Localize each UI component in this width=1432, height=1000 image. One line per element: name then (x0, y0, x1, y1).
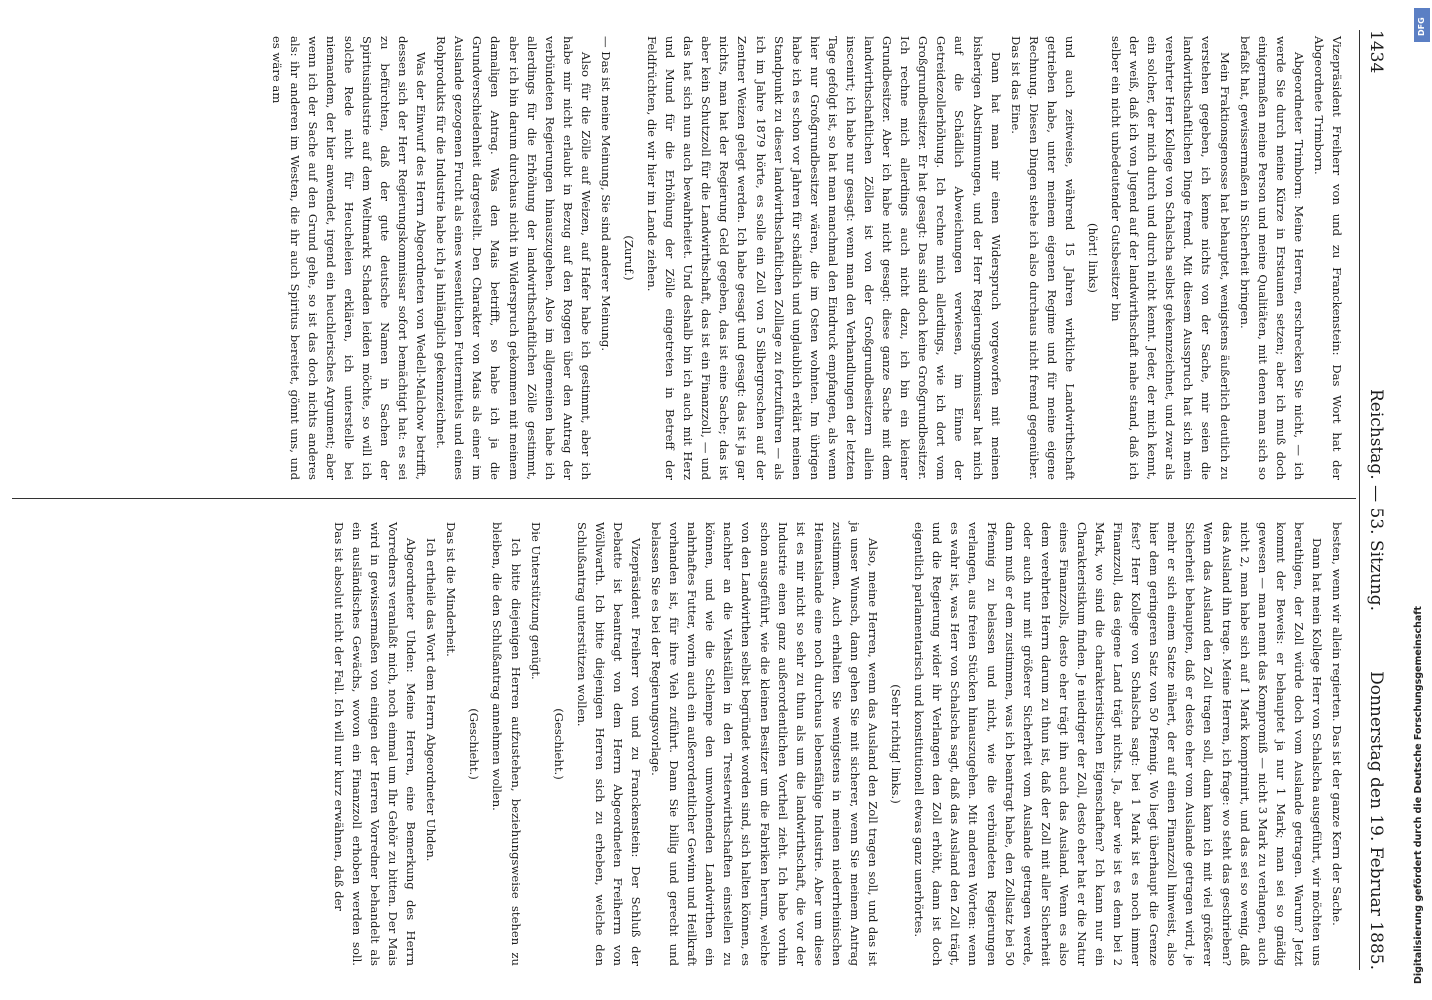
paragraph: Also, meine Herren, wenn das Ausland den Zoll tragen soll, und das ist ja unser Wunsch, dann gehen Sie mit sicherer, wenn Sie meinem Antrag zustimmen. Auch erhalten Sie wenigstens in meinen niederrheinischen Heimatslande eine noch durchaus lebensfähige Industrie. Aber um diese ist es mir nicht so sehr zu thun als um die landwirthschaft, die vor der Industrie einen ganz außerordentlichen Vortheil zieht. Ich habe vorhin schon ausgeführt, wie die kleinen Besitzer um die Fabriken herum, welche von den Landwirthen selbst begründet worden sind, sich halten können, es nachher an die Viehställen in den Tresterwirthschaften einstellen zu können, und wie die Schlempe den umwohnenden Landwirthen ein nahrhaftes Futter, worin auch ein außerordentlicher Gewinn und Heilkraft vorhanden ist, für ihre Vieh zuführt. Dann Sie billig und gerecht und belassen Sie es bei der Regierungsvorlage. (649, 522, 881, 966)
interjection: (Geschieht.) (467, 708, 482, 780)
paragraph: Das ist die Minderheit. (444, 522, 459, 657)
page-header (1362, 30, 1392, 970)
paragraph: Dann hat man mir einen Widerspruch vorgeworfen mit meinen bisherigen Abstimmungen, und der Herr Regierungskommissar hat mich auf die Schädlich Abweichungen verwiesen, im Einne der Getreidezollerhöhung. Ich rechne mich allerdings, wie ich dort vom Großgrundbesitzer. Er hat gesagt: Das sind doch keine Großgrundbesitzer. Ich rechne mich allerdings auch nicht dazu, ich bin ein kleiner Grundbesitzer. Aber ich habe nicht gesagt: diese ganze Sache mit dem landwirthschaftlichen Zöllen ist von der Großgrundbesitzern allein inscenirt; ich habe nur gesagt: wenn man den Verhandlungen der letzten Tage gefolgt ist, so hat man manchmal den Eindruck empfangen, als wenn hier nur Großgrundbesitzer wären, die im Osten wohnten. Im übrigen habe ich es schon vor Jahren für schädlich und unglaublich erklärt meinen Standpunkt zu dieser landwirthschaftlichen Zolllage zu fortzuführen — als ich im Jahre 1879 hörte, es solle ein Zoll von 5 Silbergroschen auf der Zentner Weizen gelegt werden. Ich habe gesagt und gesagt: das ist ja gar nichts, man hat der Regierung Geld gegeben, das ist eine Sache; das ist aber kein Schutzzoll für die Landwirthschaft, das ist ein Finanzzoll, — und das hat sich nun auch bewahrheitet. Und deshalb bin ich auch mit Herz und Mund für die Erhöhung der Zölle eingetreten in Betreff der Feldfrüchten, die wir hier im Lande ziehen. (645, 36, 1003, 480)
paragraph: Was der Einwurf des Herrn Abgeordneten von Wedell-Malchow betrifft, dessen sich der Herr Regierungskommissar sofort bemächtigt hat: es sei zu befürchten, daß der gute deutsche Namen in Sachen der Spiritusindustrie auf dem Weltmarkt Schaden leiden möchte, so will ich solche Rede nicht für Heucheleien erklären, ich unterstelle bei niemandem, der hier anwendet, irgend ein heuchlerisches Argument; aber wenn ich der Sache auf den Grund gehe, so ist das doch nichts anderes als: ihr anderen im Westen, die ihr auch Spiritus bereitet, gönnt uns, und es wäre am (269, 36, 429, 480)
paragraph: — Das ist meine Meinung, Sie sind anderer Meinung. (598, 36, 613, 352)
paragraph: Mein Fraktionsgenosse hat behauptet, wenigstens äußerlich deutlich zu verstehen gegeben, ich kenne nichts von der Sache, mir seien die landwirthschaftlichen Dinge fremd. Mit diesem Ausspruch hat sich mein verehrter Herr Kollege von Schalscha selbst gekennzeichnet, und zwar als ein solcher, der mich durch und durch nicht kennt. Jeder, der mich kennt, der weiß, daß ich von Jugend auf der landwirthschaft nahe stand, daß ich selber ein nicht unbedeutender Gutsbesitzer bin (1109, 36, 1232, 480)
dfg-logo (1414, 8, 1430, 42)
paragraph: Also für die Zölle auf Weizen, auf Hafer habe ich gestimmt, aber ich habe mir nicht erlaubt in Bezug auf den Roggen über den Antrag der verbündeten Regierungen hinauszugehen. Also im allgemeinen habe ich allerdings für die Erhöhung der landwirthschaftlichen Zölle gestimmt, aber ich bin darum durchaus nicht in Widerspruch gekommen mit meinem damaligen Antrag. Was den Mais betrifft, so habe ich ja die Grundverschiedenheit dargestellt. Den Charakter von Mais als einer im Auslande gezogenen Frucht als eines wesentlichen Futtermittels und eines Rohprodukts für die Industrie habe ich ja hinlänglich gekennzeichnet. (434, 36, 593, 480)
paragraph: und auch zeitweise, während 15 Jahren wirkliche Landwirthschaft getrieben habe, unter meinem eigenen Regime und für meine eigene Rechnung. Diesen Dingen stehe ich also durchaus nicht fremd gegenüber. Das ist das Eine. (1008, 36, 1077, 480)
digitization-sidebar (1412, 0, 1432, 1000)
dfg-logo-text: DFG (1417, 17, 1426, 36)
right-column (328, 522, 1346, 966)
paragraph: Ich bitte diejenigen Herren aufzustehen, beziehungsweise stehen zu bleiben, die den Schlußantrag annehmen wollen. (490, 522, 523, 966)
left-column (265, 36, 1346, 480)
digitization-credit: Digitalisierung gefördert durch die Deutsche Forschungsgemeinschaft (1413, 606, 1424, 984)
paragraph: Ich ertheile das Wort dem Herrn Abgeordneter Uhden. (424, 538, 439, 862)
paragraph: besten, wenn wir allein regierten. Das ist der ganze Kern der Sache. (1330, 522, 1344, 926)
paragraph: Dann hat mein Kollege Herr von Schalscha ausgeführt, wir möchten uns berathigen, der Zoll würde doch vom Auslande getragen. Warum? Jetzt kommt der Beweis: er behauptet ja nur 1 Mark; man sei so gnädig gewesen — man nennt das Kompromiß — nicht 3 Mark zu verlangen, auch nicht 2, man habe sich auf 1 Mark komprimirt, und das sei so wenig, daß das Ausland ihn trage. Meine Herren, ich frage: wo steht das geschrieben? Wenn das Ausland den Zoll tragen soll, dann kann ich mit viel größerer Sicherheit behaupten, daß er desto eher vom Auslande getragen wird, je mehr er sich einem Satze nähert, der auf einen Finanzzoll hinweist, also hier dem geringeren Satz von 50 Pfennig. Wo liegt überhaupt die Grenze fest? Herr Kollege von Schalscha sagt: bei 1 Mark ist es noch immer Finanzzoll, das eigene Land trägt nichts. Ja, aber wie ist es denn bei 2 Mark, wo sind die charakteristischen Eigenschaften? Ich kann nur ein Charakteristikum finden. Je niedriger der Zoll, desto eher hat er die Natur eines Finanzzolls, desto eher trägt ihn auch das Ausland. Wenn es also dem verehrten Herrn darum zu thun ist, daß der Zoll mit aller Sicherheit oder auch nur mit größerer Sicherheit vom Auslande getragen werde, dann muß er dem zustimmen, was ich beantragt habe, den Zollsatz bei 50 Pfennig zu belassen und nicht, wie die verbündeten Regierungen verlangen, aus freien Stücken hinauszugehen. Mit anderen Worten: wenn es wahr ist, was Herr von Schalscha sagt, daß das Ausland den Zoll trägt, und die Regierung wider ihr Verlangen den Zoll erhöht, dann ist doch eigentlich parlamentarisch und konstitutionell etwas ganz unerhörtes. (912, 522, 1324, 966)
interjection: (hört! links) (1085, 223, 1100, 293)
session-title: Reichstag. — 53. Sitzung. (1366, 388, 1386, 612)
page-number: 1434 (1366, 30, 1386, 74)
session-date: Donnerstag den 19. Februar 1885. (1366, 671, 1386, 970)
interjection: (Sehr richtig! links.) (889, 684, 904, 804)
interjection: (Zuruf.) (622, 235, 637, 281)
paragraph: Vizepräsident Freiherr von und zu Franckenstein: Der Schluß der Debatte ist beantragt von dem Herrn Abgeordneten Freiherrn von Wöllwarth. Ich bitte diejenigen Herren sich zu erheben, welche den Schlußantrag unterstützen wollen. (574, 522, 644, 966)
paragraph: Abgeordneter Uhden: Meine Herren, eine Bemerkung des Herrn Vorredners veranlaßt mich, noch einmal um Ihr Gehör zu bitten. Der Mais wird in gewissermaßen von einigen der Herren Vorredner behandelt als ein ausländisches Gewächs, wovon ein Finanzzoll erhoben werden soll. Das ist absolut nicht der Fall. Ich will nur kurz erwähnen, daß der (331, 522, 419, 966)
header-rule (1359, 30, 1360, 970)
paragraph: Vizepräsident Freiherr von und zu Franckenstein: Das Wort hat der Abgeordnete Trimborn. (1311, 36, 1344, 480)
paragraph: Die Unterstützung genügt. (528, 522, 543, 680)
column-divider (12, 498, 1356, 499)
interjection: (Geschieht.) (551, 708, 566, 780)
paragraph: Abgeordneter Trimborn: Meine Herren, erschrecken Sie nicht, — ich werde Sie durch meine Kürze in Erstaunen setzen; aber ich muß doch einigermaßen meine Person und meine Qualitäten, mit denen man sich so befaßt hat, gewissermaßen in Sicherheit bringen. (1237, 36, 1306, 480)
